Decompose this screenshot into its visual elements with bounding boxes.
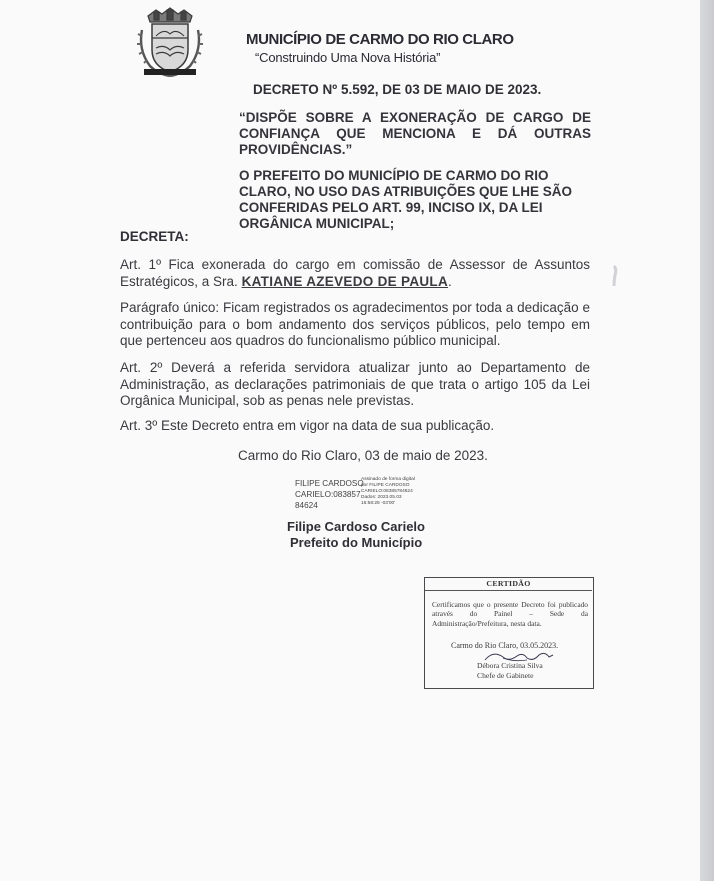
digital-signature-detail: 16:58:28 -03'00' <box>361 501 396 506</box>
digital-signature-line: CARIELO:083857 <box>295 490 361 499</box>
exonerated-person-name: KATIANE AZEVEDO DE PAULA <box>241 273 449 289</box>
decreta-heading: DECRETA: <box>120 229 189 244</box>
municipal-coat-of-arms <box>134 6 206 78</box>
digital-signature-details <box>361 477 415 507</box>
digital-signature-name <box>295 478 364 511</box>
digital-signature-detail: CARIELO:08385784624 <box>361 489 413 494</box>
article-2: Art. 2º Deverá a referida servidora atualizar junto ao Departamento de Administração, as declarações patrimoniais de que trata o artigo 105 da Lei Orgânica Municipal, sob as penas nele previstas. <box>120 360 590 408</box>
digital-signature-line: 84624 <box>295 501 318 510</box>
digital-signature-detail: Dados: 2023.05.03 <box>361 495 402 500</box>
digital-signature-line: FILIPE CARDOSO <box>295 479 364 488</box>
municipality-name: MUNICÍPIO DE CARMO DO RIO CLARO <box>246 31 514 48</box>
decree-preamble: O PREFEITO DO MUNICÍPIO DE CARMO DO RIO CLARO, NO USO DAS ATRIBUIÇÕES QUE LHE SÃO CONFERIDAS PELO ART. 99, INCISO IX, DA LEI ORGÂNICA MUNICIPAL; <box>239 168 573 231</box>
signer-role: Prefeito do Município <box>290 535 423 550</box>
page-edge-shadow <box>700 0 714 881</box>
article-1-text: Art. 1º Fica exonerada do cargo em comissão de Assessor de Assuntos Estratégicos, a Sra. <box>120 257 590 289</box>
place-and-date: Carmo do Rio Claro, 03 de maio de 2023. <box>238 448 488 463</box>
article-1 <box>120 257 590 290</box>
digital-signature-detail: Assinado de forma digital <box>361 477 415 482</box>
certidao-date: Carmo do Rio Claro, 03.05.2023. <box>451 641 559 650</box>
decree-ementa: “DISPÕE SOBRE A EXONERAÇÃO DE CARGO DE CONFIANÇA QUE MENCIONA E DÁ OUTRAS PROVIDÊNCIAS.” <box>239 110 591 157</box>
paragrafo-unico: Parágrafo único: Ficam registrados os agradecimentos por toda a dedicação e contribuição para o bom andamento dos serviços públicos, pelo tempo em que pertenceu aos quadros do funcionalismo público municipal. <box>120 300 590 348</box>
article-1-end: . <box>448 273 452 289</box>
certidao-signer-name: Débora Cristina Silva <box>477 661 543 670</box>
signer-name: Filipe Cardoso Carielo <box>287 519 425 534</box>
certidao-title: CERTIDÃO <box>425 578 592 591</box>
certidao-signer-role: Chefe de Gabinete <box>477 671 534 680</box>
certidao-body: Certificamos que o presente Decreto foi publicado através do Painel – Sede da Administração/Prefeitura, nesta data. <box>432 600 588 628</box>
decree-number: DECRETO Nº 5.592, DE 03 DE MAIO DE 2023. <box>253 82 542 97</box>
municipality-slogan: “Construindo Uma Nova História” <box>255 50 441 65</box>
digital-signature-detail: por FILIPE CARDOSO <box>361 483 410 488</box>
article-3: Art. 3º Este Decreto entra em vigor na data de sua publicação. <box>120 418 495 433</box>
certidao-box <box>424 577 594 689</box>
staple-mark <box>610 265 618 287</box>
